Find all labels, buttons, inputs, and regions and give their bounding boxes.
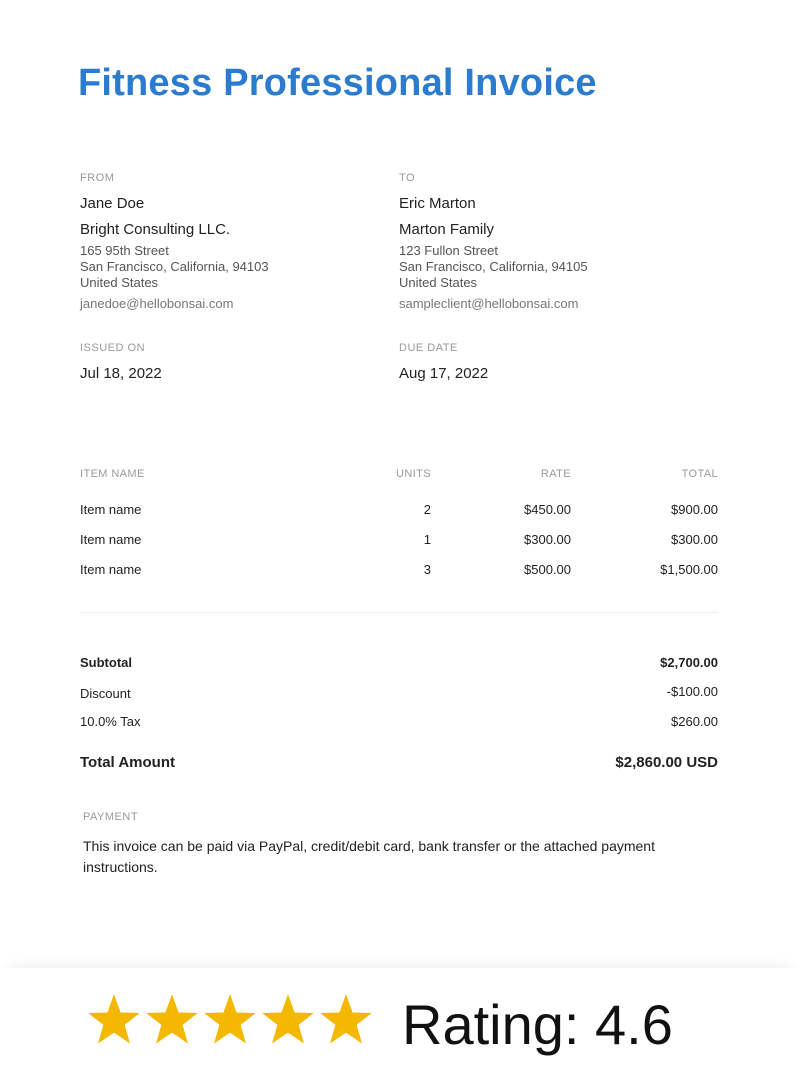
from-label: FROM (80, 172, 115, 184)
row-total: $300.00 (671, 532, 718, 547)
table-divider (80, 612, 718, 613)
table-row (80, 562, 718, 582)
row-total: $900.00 (671, 502, 718, 517)
to-company: Marton Family (399, 221, 495, 238)
header-rate: RATE (540, 468, 571, 480)
from-address-line1: 165 95th Street (80, 243, 169, 258)
star-icon (144, 992, 200, 1048)
row-rate: $450.00 (524, 502, 571, 517)
from-name: Jane Doe (80, 195, 145, 212)
issued-on-label: ISSUED ON (80, 342, 146, 354)
due-date-label: DUE DATE (399, 342, 458, 354)
to-address-line1: 123 Fullon Street (399, 243, 499, 258)
row-item-name: Item name (80, 562, 142, 577)
header-item-name: ITEM NAME (80, 468, 145, 480)
from-country: United States (80, 275, 159, 290)
to-country: United States (399, 275, 478, 290)
subtotal-label: Subtotal (80, 655, 132, 670)
star-icon (86, 992, 142, 1048)
star-icon (260, 992, 316, 1048)
row-item-name: Item name (80, 502, 142, 517)
row-item-name: Item name (80, 532, 142, 547)
to-name: Eric Marton (399, 195, 476, 212)
rating-text: Rating: 4.6 (402, 993, 673, 1056)
from-address-line2: San Francisco, California, 94103 (80, 259, 269, 274)
from-company: Bright Consulting LLC. (80, 221, 231, 238)
tax-value: $260.00 (671, 714, 718, 729)
payment-text: This invoice can be paid via PayPal, credit/debit card, bank transfer or the attached payment instructions. (83, 838, 655, 875)
row-units: 3 (423, 562, 431, 577)
to-email: sampleclient@hellobonsai.com (399, 296, 579, 311)
total-amount-label: Total Amount (80, 754, 175, 771)
row-total: $1,500.00 (660, 562, 718, 577)
table-row (80, 502, 718, 522)
star-icon (318, 992, 374, 1048)
row-units: 1 (423, 532, 431, 547)
table-row (80, 532, 718, 552)
row-rate: $300.00 (524, 532, 571, 547)
invoice-title: Fitness Professional Invoice (78, 62, 597, 104)
subtotal-value: $2,700.00 (660, 655, 718, 670)
star-icon (202, 992, 258, 1048)
to-address-line2: San Francisco, California, 94105 (399, 259, 588, 274)
row-units: 2 (423, 502, 431, 517)
discount-value: -$100.00 (666, 684, 718, 699)
star-rating (86, 992, 374, 1054)
due-date-value: Aug 17, 2022 (399, 365, 489, 382)
header-units: UNITS (396, 468, 431, 480)
discount-label: Discount (80, 686, 131, 701)
payment-label: PAYMENT (83, 811, 139, 823)
tax-label: 10.0% Tax (80, 714, 141, 729)
total-amount-value: $2,860.00 USD (615, 754, 718, 771)
from-email: janedoe@hellobonsai.com (80, 296, 234, 311)
to-label: TO (399, 172, 416, 184)
row-rate: $500.00 (524, 562, 571, 577)
header-total: TOTAL (681, 468, 718, 480)
issued-on-value: Jul 18, 2022 (80, 365, 162, 382)
